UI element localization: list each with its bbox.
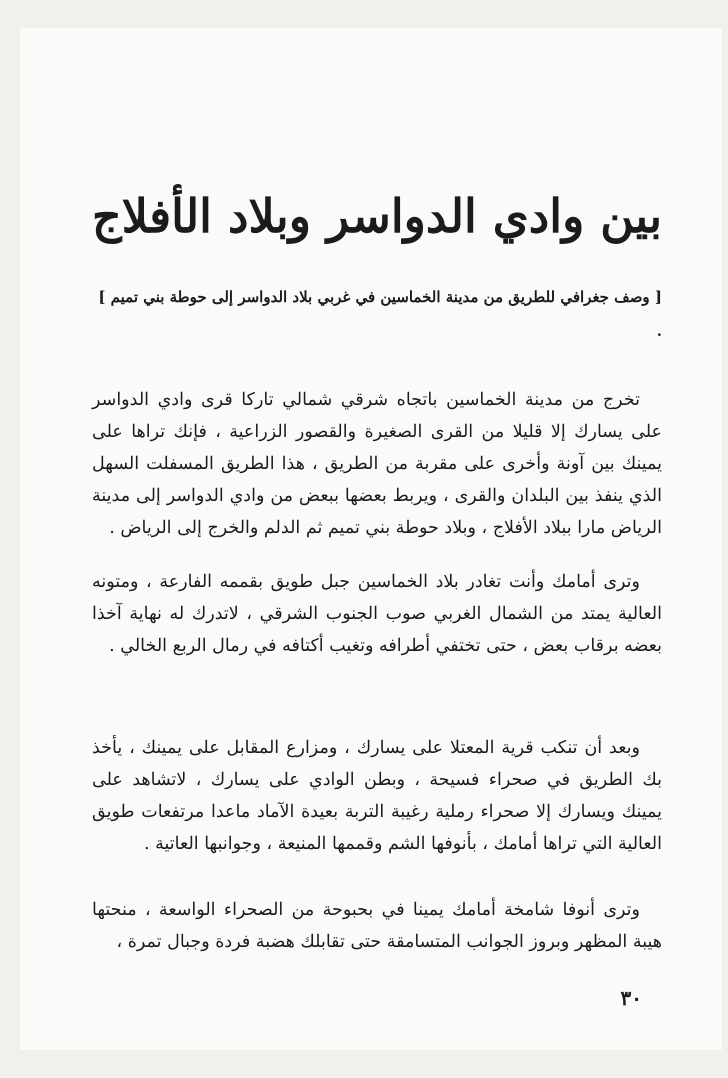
chapter-title: بين وادي الدواسر وبلاد الأفلاج bbox=[92, 189, 662, 243]
paragraph-3: وبعد أن تنكب قرية المعتلا على يسارك ، ومزارع المقابل على يمينك ، يأخذ بك الطريق في صحراء فسيحة ، وبطن الوادي على يسارك ، لاتشاهد على يمينك ويسارك إلا صحراء رملية رغيبة التربة بعيدة الآماد ماعدا مرتفعات طويق العالية التي تراها أمامك ، بأنوفها الشم وقممها المنيعة ، وجوانبها العاتية . bbox=[92, 738, 662, 854]
paragraph-1: تخرج من مدينة الخماسين باتجاه شرقي شمالي تاركا قرى وادي الدواسر على يسارك إلا قليلا من القرى الصغيرة والقصور الزراعية ، فإنك تراها على يمينك بين آونة وأخرى على مقربة من الطريق ، هذا الطريق المسفلت السهل الذي ينفذ بين البلدان والقرى ، ويربط بعضها ببعض من وادي الدواسر إلى مدينة الرياض مارا ببلاد الأفلاج ، وبلاد حوطة بني تميم ثم الدلم والخرج إلى الرياض . bbox=[92, 390, 662, 538]
page-number: ٣٠ bbox=[620, 986, 642, 1010]
paragraph-4: وترى أنوفا شامخة أمامك يمينا في بحبوحة من الصحراء الواسعة ، منحتها هيبة المظهر وبروز الجوانب المتسامقة حتى تقابلك هضبة فردة وجبال تمرة ، bbox=[92, 900, 662, 952]
book-page bbox=[20, 28, 722, 1050]
chapter-subtitle: [ وصف جغرافي للطريق من مدينة الخماسين في غربي بلاد الدواسر إلى حوطة بني تميم ] . bbox=[98, 288, 662, 340]
paragraph-2: وترى أمامك وأنت تغادر بلاد الخماسين جبل طويق بقممه الفارعة ، ومتونه العالية يمتد من الشمال الغربي صوب الجنوب الشرقي ، لاتدرك له نهاية آخذا بعضه برقاب بعض ، حتى تختفي أطرافه وتغيب أكتافه في رمال الربع الخالي . bbox=[92, 572, 662, 656]
